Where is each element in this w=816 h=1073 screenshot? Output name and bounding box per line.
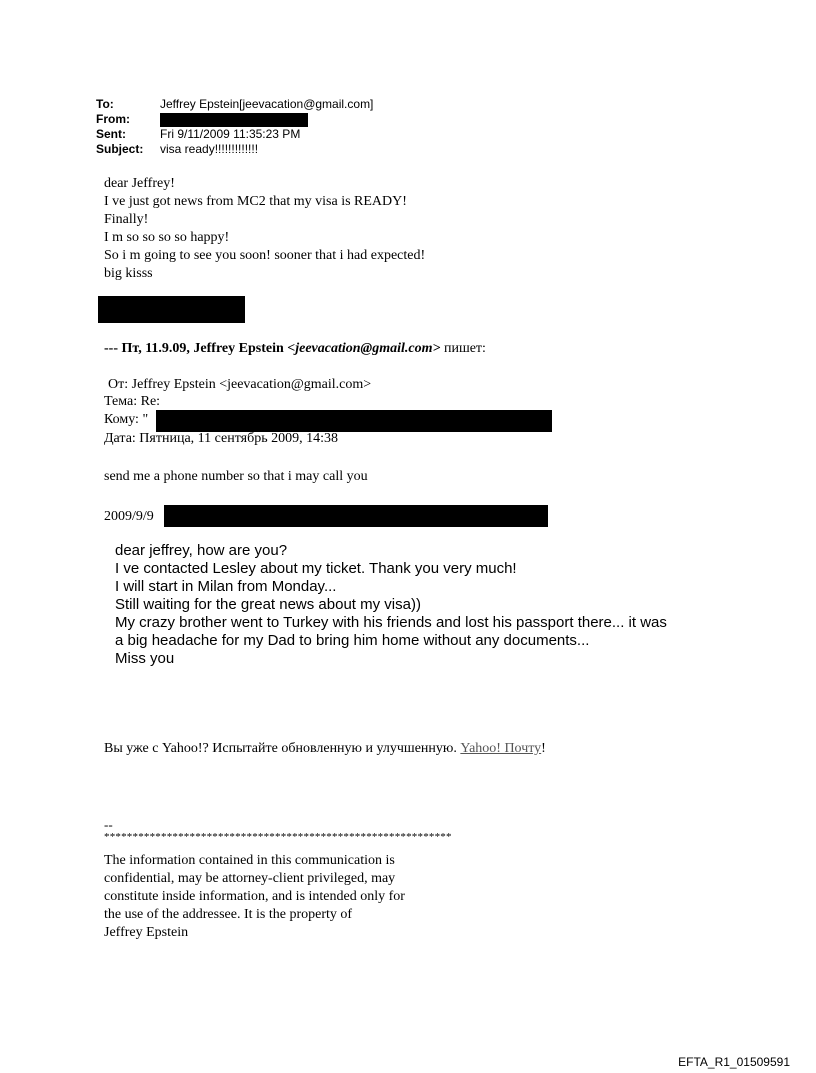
nested-line: Miss you <box>115 650 175 667</box>
nested-line: I will start in Milan from Monday... <box>115 578 337 595</box>
disclaimer-line: The information contained in this communication is <box>104 853 395 868</box>
to-value: Jeffrey Epstein[jeevacation@gmail.com] <box>160 97 374 111</box>
quoted-subject: Тема: Re: <box>104 394 161 409</box>
sent-label: Sent: <box>96 127 126 141</box>
yahoo-promo <box>104 741 546 757</box>
quoted-intro-email: <jeevacation@gmail.com> <box>287 341 441 356</box>
from-redaction <box>160 113 308 127</box>
message-line: Finally! <box>104 212 149 227</box>
yahoo-mail-link[interactable]: Yahoo! Почту <box>460 741 542 756</box>
disclaimer-line: confidential, may be attorney-client privileged, may <box>104 871 396 886</box>
quoted-intro-suffix: пишет: <box>440 341 486 356</box>
quoted-from: От: Jeffrey Epstein <jeevacation@gmail.com> <box>108 377 372 392</box>
disclaimer-line: Jeffrey Epstein <box>104 925 189 940</box>
document-id: EFTA_R1_01509591 <box>678 1055 790 1069</box>
message-line: dear Jeffrey! <box>104 176 175 191</box>
sent-value: Fri 9/11/2009 11:35:23 PM <box>160 127 301 141</box>
disclaimer-line: the use of the addressee. It is the property of <box>104 907 353 922</box>
nested-line: dear jeffrey, how are you? <box>115 542 288 559</box>
message-line: big kisss <box>104 266 153 281</box>
quoted-intro-prefix: --- Пт, 11.9.09, Jeffrey Epstein <box>104 341 288 356</box>
nested-sender-redaction <box>164 505 548 527</box>
subject-value: visa ready!!!!!!!!!!!!! <box>160 142 259 156</box>
nested-line: My crazy brother went to Turkey with his friends and lost his passport there... it was <box>115 614 667 631</box>
quoted-to-redaction <box>156 410 552 432</box>
yahoo-promo-suffix: ! <box>541 741 546 756</box>
quoted-to: Кому: " <box>104 412 149 427</box>
to-label: To: <box>96 97 114 111</box>
nested-line: a big headache for my Dad to bring him home without any documents... <box>115 632 590 649</box>
message-line: I ve just got news from MC2 that my visa is READY! <box>104 194 407 209</box>
signature-dash: -- <box>104 817 113 832</box>
yahoo-promo-text: Вы уже с Yahoo!? Испытайте обновленную и улучшенную. <box>104 741 461 756</box>
disclaimer <box>104 852 405 942</box>
signature-stars: ************************************************************* <box>104 831 452 843</box>
quoted-date: Дата: Пятница, 11 сентябрь 2009, 14:38 <box>104 431 338 446</box>
quoted-intro <box>104 341 486 357</box>
signature-redaction <box>98 296 245 323</box>
from-label: From: <box>96 112 130 126</box>
message-line: So i m going to see you soon! sooner that i had expected! <box>104 248 426 263</box>
quoted-reply: send me a phone number so that i may call you <box>104 469 368 484</box>
message-line: I m so so so so happy! <box>104 230 230 245</box>
nested-line: I ve contacted Lesley about my ticket. Thank you very much! <box>115 560 517 577</box>
nested-message <box>115 542 667 668</box>
disclaimer-line: constitute inside information, and is intended only for <box>104 889 405 904</box>
nested-line: Still waiting for the great news about my visa)) <box>115 596 421 613</box>
nested-date: 2009/9/9 <box>104 509 154 524</box>
message-body <box>104 175 425 283</box>
subject-label: Subject: <box>96 142 144 156</box>
